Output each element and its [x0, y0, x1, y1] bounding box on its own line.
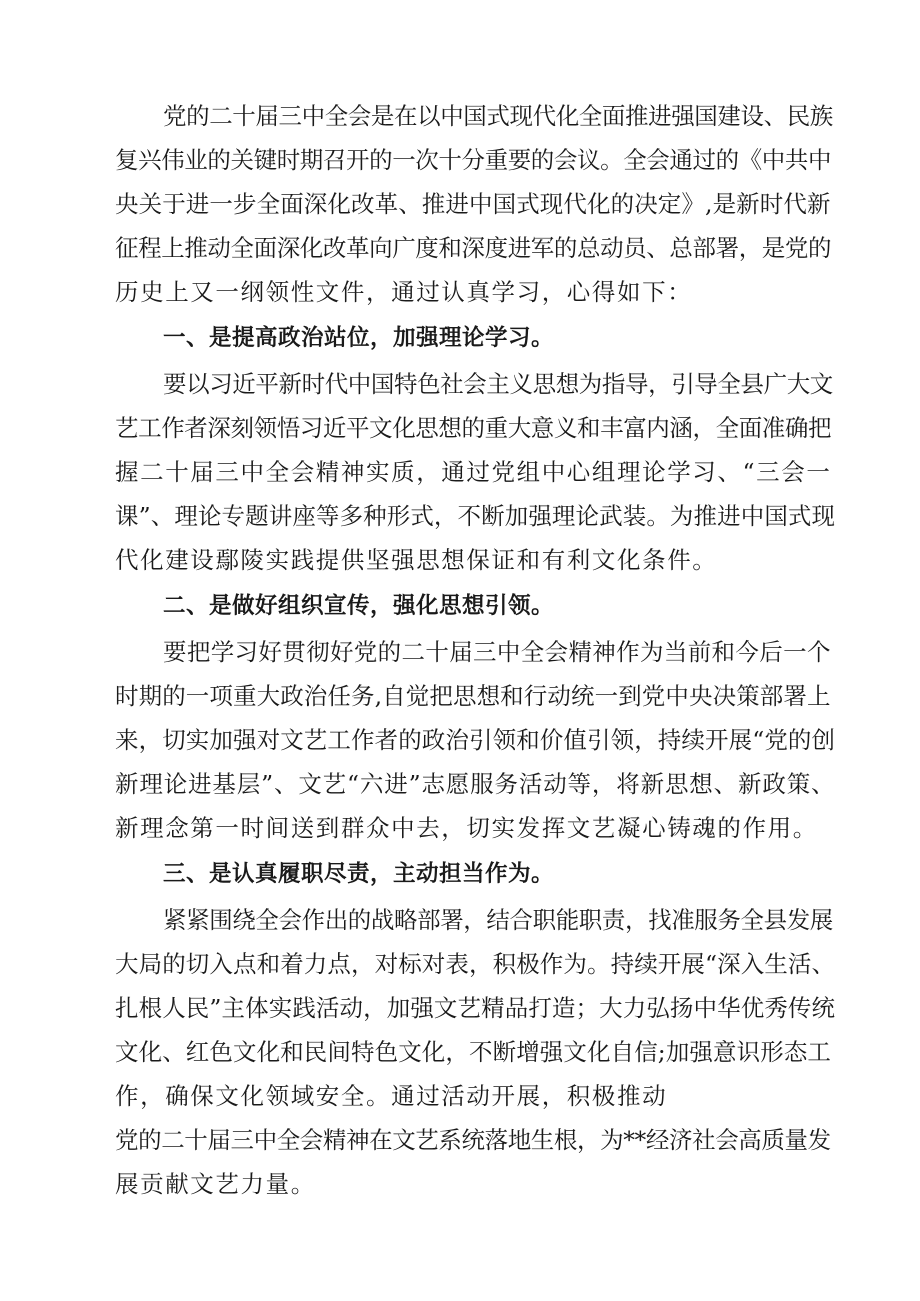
- section-1-heading: 一、是提高政治站位，加强理论学习。: [163, 325, 555, 351]
- section-1-line-5: 代化建设鄢陵实践提供坚强思想保证和有利文化条件。: [115, 546, 718, 574]
- intro-line-5: 历史上又一纲领性文件，通过认真学习，心得如下：: [115, 278, 693, 306]
- section-2-line-3: 来，切实加强对文艺工作者的政治引领和价值引领，持续开展“党的创: [115, 726, 836, 754]
- section-3-line-5: 作，确保文化领域安全。通过活动开展，积极推动: [115, 1082, 668, 1110]
- section-3-line-1: 紧紧围绕全会作出的战略部署，结合职能职责，找准服务全县发展: [163, 906, 833, 934]
- section-2-heading: 二、是做好组织宣传，强化思想引领。: [163, 593, 555, 619]
- section-3-line-4: 文化、红色文化和民间特色文化，不断增强文化自信;加强意识形态工: [115, 1038, 832, 1066]
- section-2-line-2: 时期的一项重大政治任务,自觉把思想和行动统一到党中央决策部署上: [115, 682, 831, 710]
- section-2-line-5: 新理念第一时间送到群众中去，切实发挥文艺凝心铸魂的作用。: [115, 814, 818, 842]
- section-1-line-4: 课”、理论专题讲座等多种形式，不断加强理论武装。为推进中国式现: [115, 502, 836, 530]
- section-3-line-6: 党的二十届三中全会精神在文艺系统落地生根，为**经济社会高质量发: [115, 1126, 831, 1154]
- section-3-line-7: 展贡献文艺力量。: [115, 1170, 316, 1198]
- section-3-heading: 三、是认真履职尽责，主动担当作为。: [163, 861, 555, 887]
- section-1-line-1: 要以习近平新时代中国特色社会主义思想为指导，引导全县广大文: [163, 370, 833, 398]
- intro-line-2: 复兴伟业的关键时期召开的一次十分重要的会议。全会通过的《中共中: [115, 146, 832, 174]
- intro-line-1: 党的二十届三中全会是在以中国式现代化全面推进强国建设、民族: [163, 102, 833, 130]
- section-1-line-3: 握二十届三中全会精神实质，通过党组中心组理论学习、“三会一: [115, 458, 832, 486]
- section-2-line-4: 新理论进基层”、文艺“六进”志愿服务活动等，将新思想、新政策、: [115, 770, 836, 798]
- section-3-line-2: 大局的切入点和着力点，对标对表，积极作为。持续开展“深入生活、: [115, 950, 836, 978]
- section-1-line-2: 艺工作者深刻领悟习近平文化思想的重大意义和丰富内涵，全面准确把: [115, 414, 832, 442]
- section-3-line-3: 扎根人民”主体实践活动，加强文艺精品打造；大力弘扬中华优秀传统: [115, 994, 836, 1022]
- intro-line-3: 央关于进一步全面深化改革、推进中国式现代化的决定》,是新时代新: [115, 190, 831, 218]
- intro-line-4: 征程上推动全面深化改革向广度和深度进军的总动员、总部署，是党的: [115, 234, 832, 262]
- section-2-line-1: 要把学习好贯彻好党的二十届三中全会精神作为当前和今后一个: [163, 638, 831, 666]
